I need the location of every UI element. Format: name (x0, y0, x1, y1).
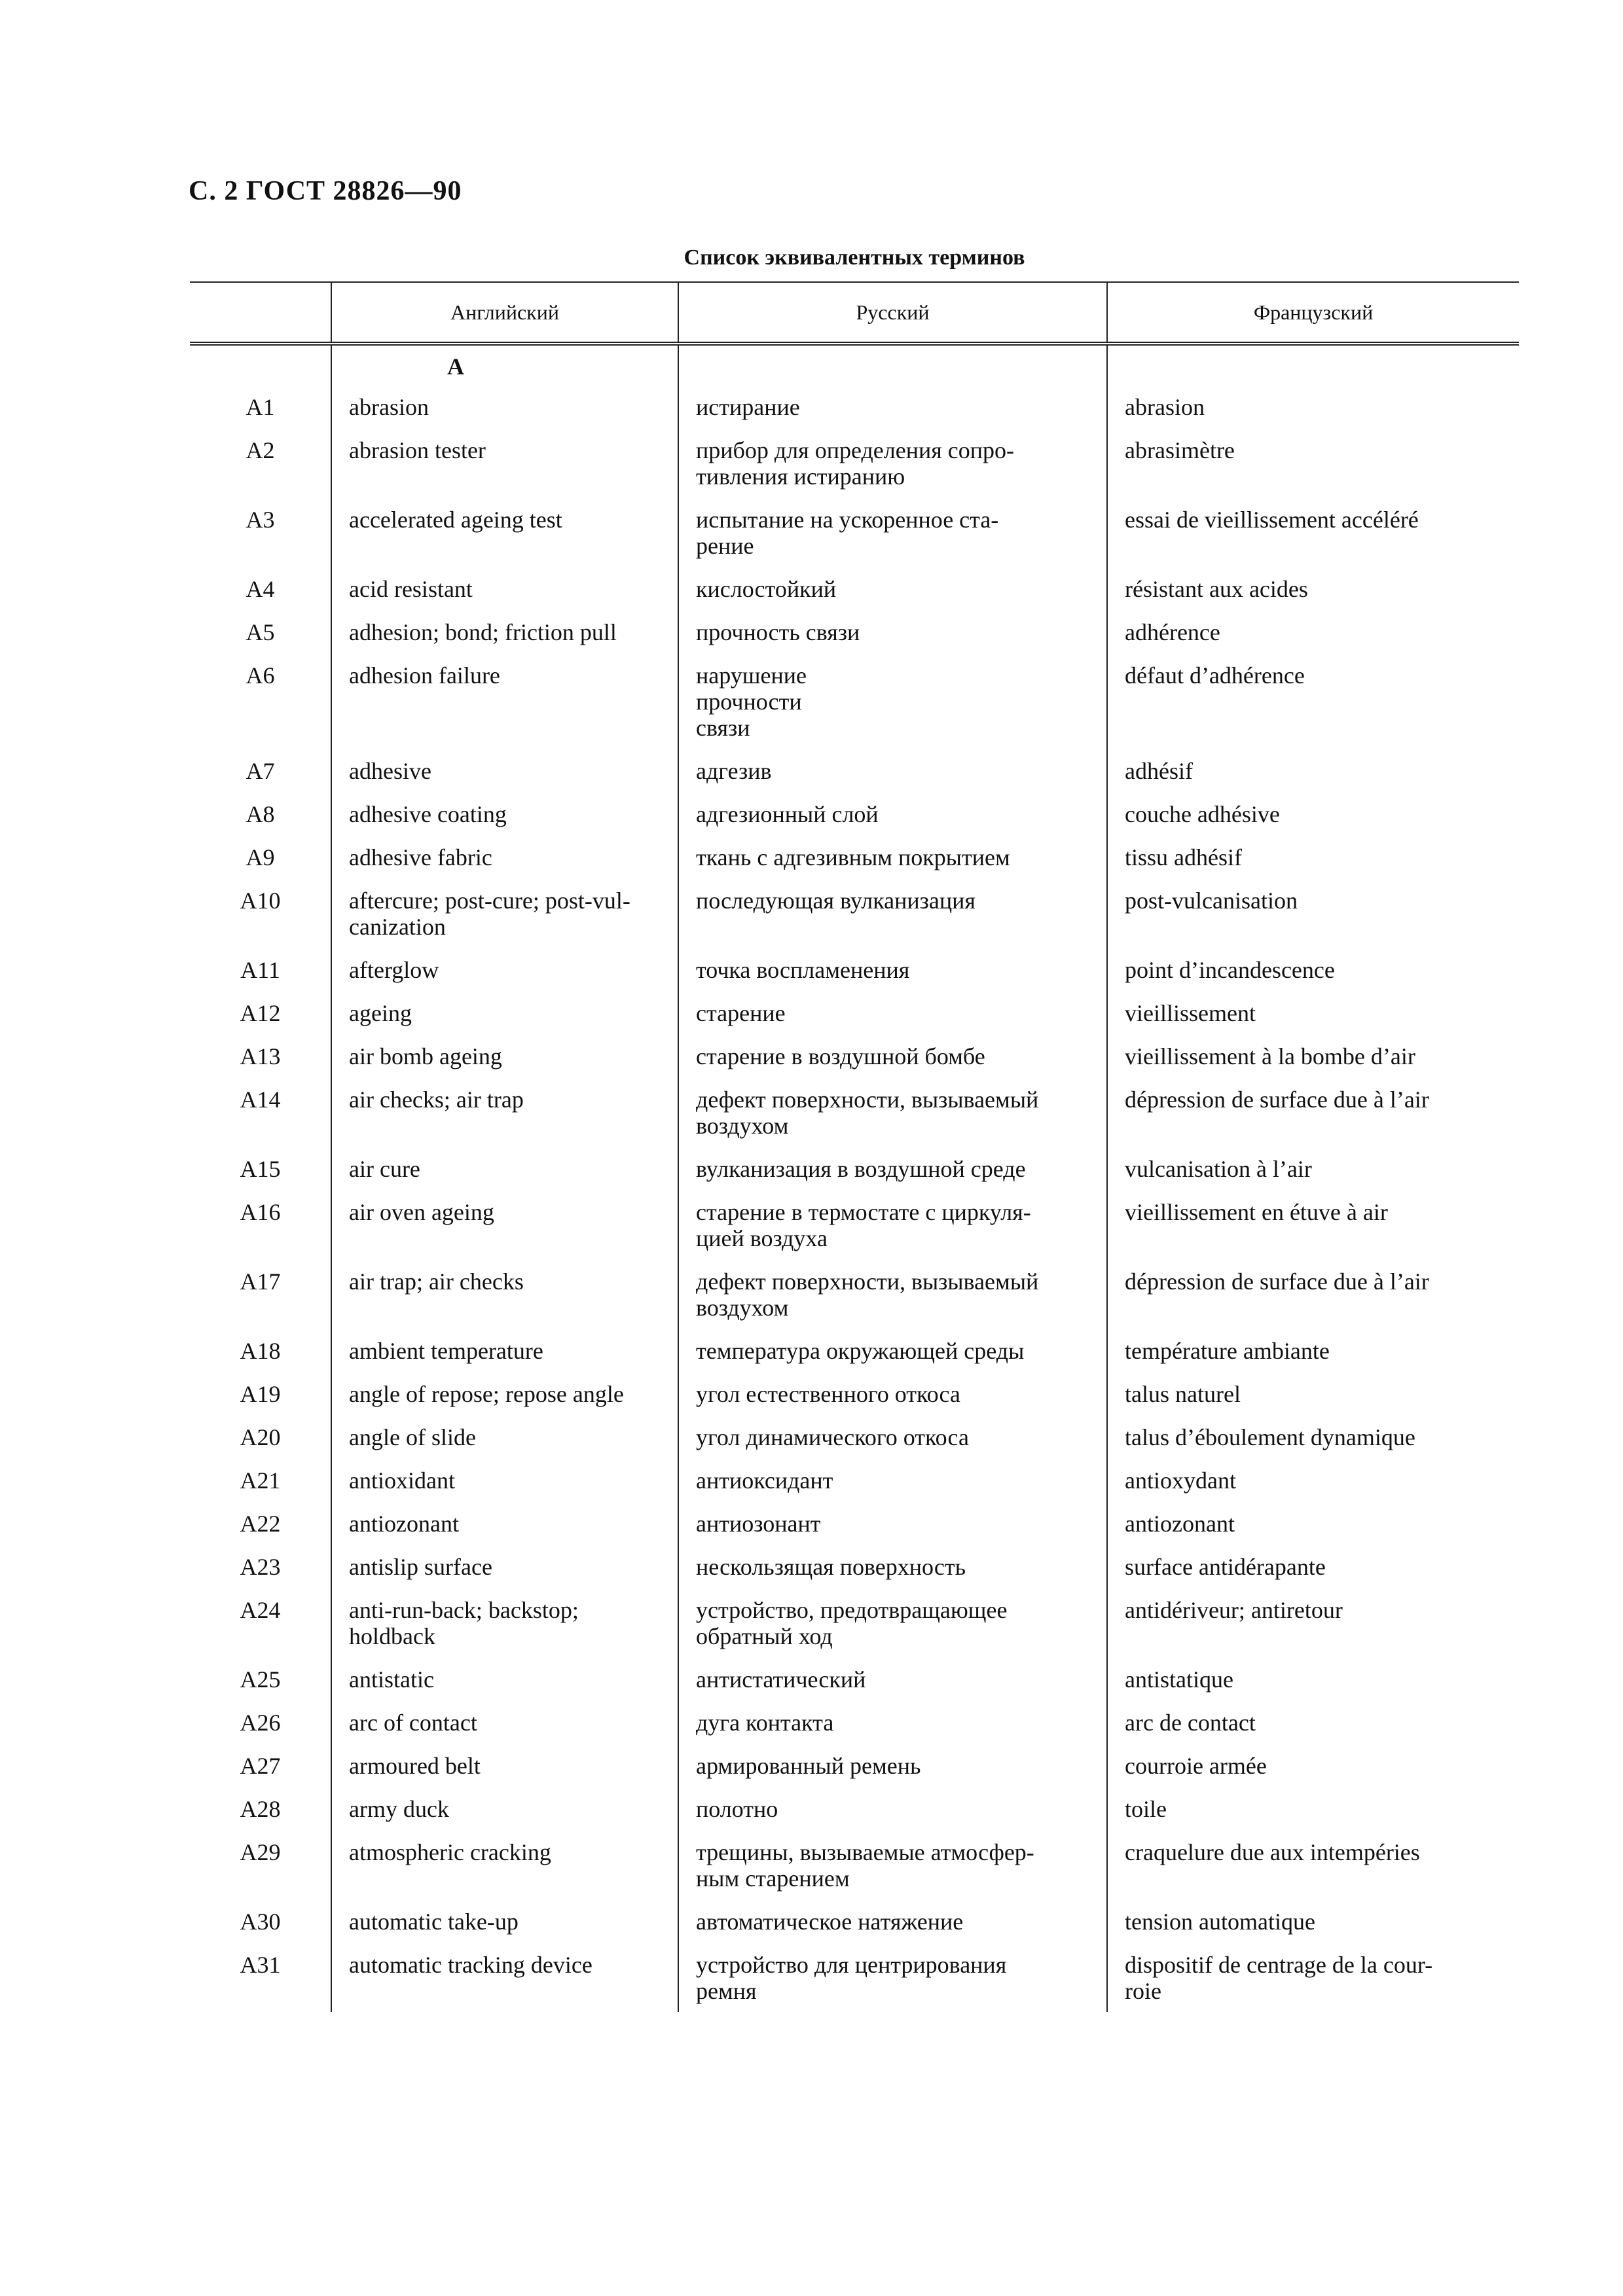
table-row (190, 653, 1519, 749)
term-russian: угол естественного откоса (678, 1372, 1107, 1415)
table-row (190, 1744, 1519, 1787)
term-french: dépression de surface due à l’air (1107, 1077, 1519, 1147)
term-english: army duck (331, 1787, 678, 1830)
term-russian: дефект поверхности, вызываемый воздухом (678, 1077, 1107, 1147)
term-french: post-vulcanisation (1107, 878, 1519, 948)
term-french: craquelure due aux intempéries (1107, 1830, 1519, 1899)
term-russian: старение в термостате с циркуля- цией воздуха (678, 1190, 1107, 1259)
term-french: vieillissement (1107, 991, 1519, 1034)
term-russian: дуга контакта (678, 1700, 1107, 1744)
term-code: A12 (240, 1000, 281, 1026)
table-row (190, 1700, 1519, 1744)
term-russian: армированный ремень (678, 1744, 1107, 1787)
term-french: tissu adhésif (1107, 835, 1519, 878)
term-english: antioxidant (331, 1458, 678, 1501)
table-row (190, 1501, 1519, 1545)
term-french: antidériveur; antiretour (1107, 1588, 1519, 1657)
term-code: A13 (240, 1043, 281, 1069)
term-english: ambient temperature (331, 1329, 678, 1372)
table-row (190, 878, 1519, 948)
table-header-row (190, 282, 1519, 344)
table-row (190, 1415, 1519, 1458)
term-english: antislip surface (331, 1545, 678, 1588)
term-russian: испытание на ускоренное ста- рение (678, 497, 1107, 567)
term-english: accelerated ageing test (331, 497, 678, 567)
term-french: dispositif de centrage de la cour- roie (1107, 1943, 1519, 2012)
term-english: adhesion failure (331, 653, 678, 749)
term-english: abrasion (331, 385, 678, 428)
term-russian: вулканизация в воздушной среде (678, 1147, 1107, 1190)
term-code: A29 (240, 1839, 281, 1865)
table-row (190, 1077, 1519, 1147)
term-code: A10 (240, 888, 281, 914)
table-row (190, 1329, 1519, 1372)
term-english: ageing (331, 991, 678, 1034)
term-english: antiozonant (331, 1501, 678, 1545)
column-header-french: Французский (1107, 282, 1519, 344)
term-french: arc de contact (1107, 1700, 1519, 1744)
term-russian: прибор для определения сопро- тивления истиранию (678, 428, 1107, 497)
term-french: talus naturel (1107, 1372, 1519, 1415)
term-french: antiozonant (1107, 1501, 1519, 1545)
term-french: vulcanisation à l’air (1107, 1147, 1519, 1190)
term-english: antistatic (331, 1657, 678, 1700)
term-french: antioxydant (1107, 1458, 1519, 1501)
term-english: arc of contact (331, 1700, 678, 1744)
term-english: air bomb ageing (331, 1034, 678, 1077)
term-french: couche adhésive (1107, 792, 1519, 835)
table-row (190, 567, 1519, 610)
term-russian: адгезионный слой (678, 792, 1107, 835)
term-code: A27 (240, 1753, 281, 1779)
term-code: A1 (246, 394, 275, 420)
table-row (190, 1657, 1519, 1700)
term-french: abrasion (1107, 385, 1519, 428)
term-english: afterglow (331, 948, 678, 991)
term-english: anti-run-back; backstop; holdback (331, 1588, 678, 1657)
term-english: angle of repose; repose angle (331, 1372, 678, 1415)
table-row (190, 1034, 1519, 1077)
term-russian: устройство, предотвращающее обратный ход (678, 1588, 1107, 1657)
term-russian: последующая вулканизация (678, 878, 1107, 948)
table-row (190, 1458, 1519, 1501)
term-code: A16 (240, 1199, 281, 1225)
term-russian: нескользящая поверхность (678, 1545, 1107, 1588)
term-russian: истирание (678, 385, 1107, 428)
column-header-russian: Русский (678, 282, 1107, 344)
table-row (190, 1147, 1519, 1190)
term-french: tension automatique (1107, 1899, 1519, 1943)
table-row (190, 749, 1519, 792)
section-letter-row (190, 344, 1519, 385)
term-french: vieillissement en étuve à air (1107, 1190, 1519, 1259)
page-header: С. 2 ГОСТ 28826—90 (189, 176, 462, 206)
term-code: A4 (246, 576, 275, 602)
term-english: automatic take-up (331, 1899, 678, 1943)
term-russian: устройство для центрирования ремня (678, 1943, 1107, 2012)
term-french: température ambiante (1107, 1329, 1519, 1372)
term-english: adhesion; bond; friction pull (331, 610, 678, 653)
term-english: air trap; air checks (331, 1259, 678, 1329)
term-english: adhesive (331, 749, 678, 792)
term-code: A19 (240, 1381, 281, 1407)
term-code: A17 (240, 1268, 281, 1295)
table-row (190, 610, 1519, 653)
term-english: angle of slide (331, 1415, 678, 1458)
table-row (190, 1830, 1519, 1899)
term-code: A22 (240, 1511, 281, 1537)
table-row (190, 835, 1519, 878)
term-russian: антиозонант (678, 1501, 1107, 1545)
term-code: A15 (240, 1156, 281, 1182)
term-russian: прочность связи (678, 610, 1107, 653)
term-french: essai de vieillissement accéléré (1107, 497, 1519, 567)
table-row (190, 1190, 1519, 1259)
table-row (190, 1588, 1519, 1657)
table-body (190, 344, 1519, 2012)
term-english: adhesive coating (331, 792, 678, 835)
term-code: A7 (246, 758, 275, 784)
term-french: antistatique (1107, 1657, 1519, 1700)
term-code: A31 (240, 1952, 281, 1978)
term-french: toile (1107, 1787, 1519, 1830)
table-row (190, 1943, 1519, 2012)
column-header-code (190, 282, 331, 344)
term-code: A2 (246, 437, 275, 463)
table-row (190, 1259, 1519, 1329)
term-code: A11 (240, 957, 280, 983)
term-code: A5 (246, 619, 275, 645)
table-row (190, 1899, 1519, 1943)
term-french: vieillissement à la bombe d’air (1107, 1034, 1519, 1077)
table-row (190, 1372, 1519, 1415)
term-russian: автоматическое натяжение (678, 1899, 1107, 1943)
term-code: A30 (240, 1909, 281, 1935)
term-french: adhérence (1107, 610, 1519, 653)
term-russian: угол динамического откоса (678, 1415, 1107, 1458)
term-english: air oven ageing (331, 1190, 678, 1259)
term-english: aftercure; post-cure; post-vul- canization (331, 878, 678, 948)
term-english: atmospheric cracking (331, 1830, 678, 1899)
term-russian: кислостойкий (678, 567, 1107, 610)
term-code: A24 (240, 1597, 281, 1623)
term-code: A23 (240, 1554, 281, 1580)
term-french: défaut d’adhérence (1107, 653, 1519, 749)
table-row (190, 792, 1519, 835)
term-english: air checks; air trap (331, 1077, 678, 1147)
column-header-english: Английский (331, 282, 678, 344)
term-code: A21 (240, 1467, 281, 1494)
term-russian: полотно (678, 1787, 1107, 1830)
term-french: point d’incandescence (1107, 948, 1519, 991)
section-letter: A (331, 344, 678, 385)
table-row (190, 497, 1519, 567)
term-code: A8 (246, 801, 275, 827)
term-french: dépression de surface due à l’air (1107, 1259, 1519, 1329)
term-russian: старение (678, 991, 1107, 1034)
term-code: A3 (246, 507, 275, 533)
term-russian: дефект поверхности, вызываемый воздухом (678, 1259, 1107, 1329)
term-russian: антистатический (678, 1657, 1107, 1700)
term-english: adhesive fabric (331, 835, 678, 878)
term-english: air cure (331, 1147, 678, 1190)
term-russian: температура окружающей среды (678, 1329, 1107, 1372)
term-russian: трещины, вызываемые атмосфер- ным старением (678, 1830, 1107, 1899)
term-french: talus d’éboulement dynamique (1107, 1415, 1519, 1458)
term-english: abrasion tester (331, 428, 678, 497)
term-russian: адгезив (678, 749, 1107, 792)
term-code: A6 (246, 662, 275, 689)
table-row (190, 991, 1519, 1034)
term-french: courroie armée (1107, 1744, 1519, 1787)
term-code: A28 (240, 1796, 281, 1822)
term-russian: нарушение прочности связи (678, 653, 1107, 749)
term-english: automatic tracking device (331, 1943, 678, 2012)
term-code: A9 (246, 844, 275, 870)
term-code: A18 (240, 1338, 281, 1364)
table-caption: Список эквивалентных терминов (684, 245, 1025, 270)
terms-table (190, 281, 1519, 2012)
term-russian: антиоксидант (678, 1458, 1107, 1501)
table-row (190, 948, 1519, 991)
term-french: surface antidérapante (1107, 1545, 1519, 1588)
table-row (190, 1545, 1519, 1588)
table-row (190, 428, 1519, 497)
term-code: A25 (240, 1666, 281, 1693)
table-row (190, 1787, 1519, 1830)
term-french: adhésif (1107, 749, 1519, 792)
term-russian: старение в воздушной бомбе (678, 1034, 1107, 1077)
term-russian: точка воспламенения (678, 948, 1107, 991)
term-english: acid resistant (331, 567, 678, 610)
term-code: A26 (240, 1710, 281, 1736)
term-english: armoured belt (331, 1744, 678, 1787)
term-code: A14 (240, 1086, 281, 1113)
term-russian: ткань с адгезивным покрытием (678, 835, 1107, 878)
term-code: A20 (240, 1424, 281, 1450)
term-french: résistant aux acides (1107, 567, 1519, 610)
table-row (190, 385, 1519, 428)
term-french: abrasimètre (1107, 428, 1519, 497)
